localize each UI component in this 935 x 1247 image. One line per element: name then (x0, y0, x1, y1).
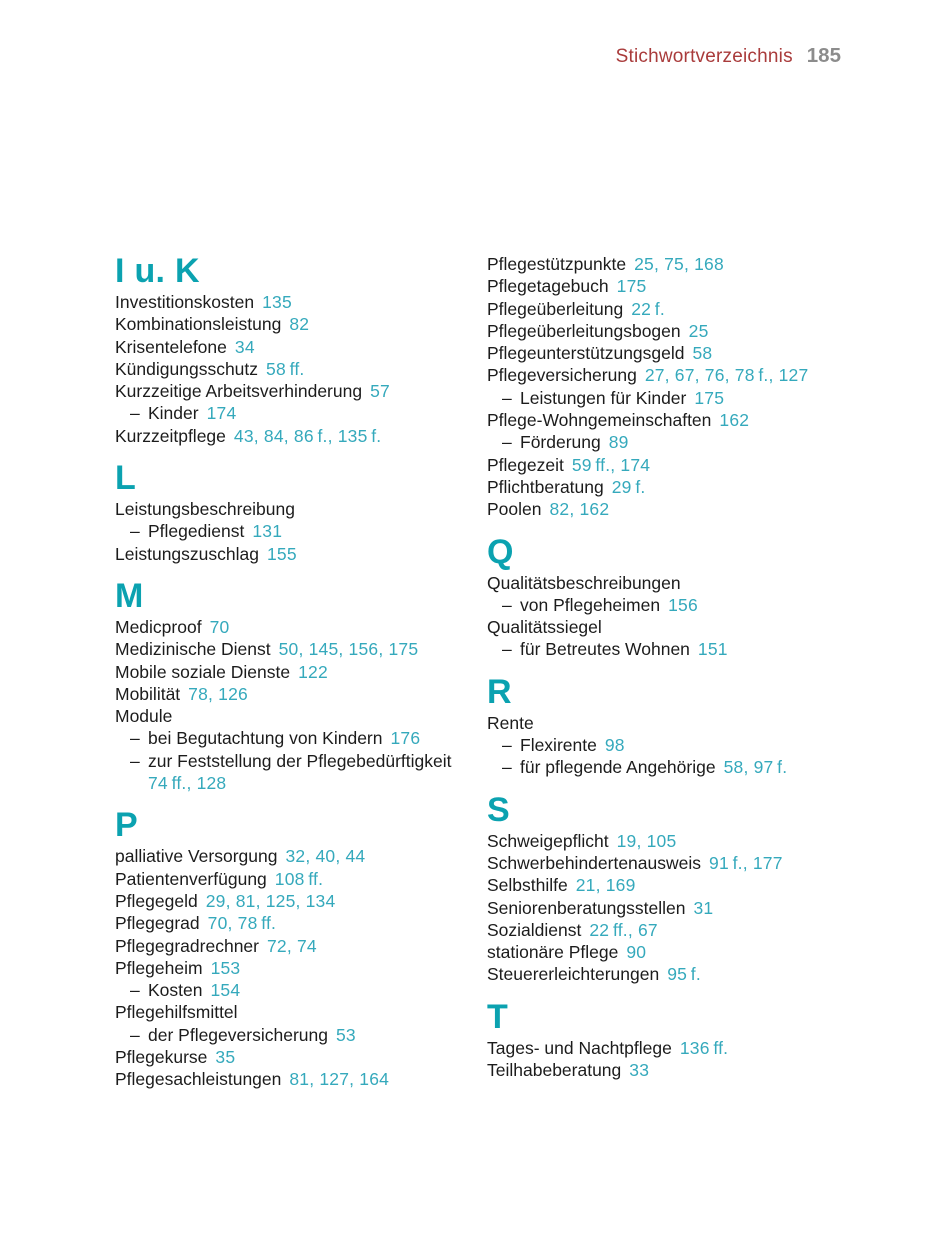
index-columns (115, 253, 877, 1091)
entry-page-numbers: 29, 81, 125, 134 (205, 890, 336, 911)
entry-page-numbers: 19, 105 (616, 830, 677, 851)
index-entry (115, 498, 487, 520)
index-entry (487, 852, 877, 874)
entry-term: Tages- und Nachtpflege (487, 1037, 672, 1058)
entry-term: Pflegedienst (148, 521, 245, 542)
index-entry (487, 830, 877, 852)
entry-term: Pflegeüberleitung (487, 298, 624, 319)
index-entry (115, 358, 487, 380)
page-number: 185 (806, 44, 841, 67)
entry-term: Schwerbehindertenausweis (487, 852, 702, 873)
entry-term: Investitionskosten (115, 292, 255, 312)
entry-page-numbers: 78, 126 (188, 683, 248, 704)
index-entry (115, 705, 487, 727)
index-entry (487, 253, 877, 275)
section-letter: I u. K (115, 252, 200, 290)
index-subentry (487, 756, 877, 778)
entry-term: von Pflegeheimen (520, 594, 661, 615)
entry-page-numbers: 22 f. (631, 298, 665, 319)
index-entry (487, 454, 877, 476)
entry-page-numbers: 59 ff., 174 (571, 454, 651, 475)
index-entry (115, 616, 487, 638)
entry-term: Mobile soziale Dienste (115, 661, 291, 682)
entry-term: Seniorenberatungsstellen (487, 897, 686, 918)
entry-term: Pflegegeld (115, 890, 198, 911)
index-entry (487, 342, 877, 364)
entry-page-numbers: 58 (692, 343, 713, 364)
entry-term: Pflichtberatung (487, 476, 604, 497)
entry-page-numbers: 53 (335, 1024, 356, 1045)
index-entry (487, 941, 877, 963)
entry-page-numbers: 122 (298, 661, 328, 682)
index-entry (115, 957, 487, 979)
index-entry-continuation (115, 772, 487, 794)
entry-term: stationäre Pflege (487, 942, 619, 963)
index-entry (487, 320, 877, 342)
entry-page-numbers: 43, 84, 86 f., 135 f. (233, 425, 382, 446)
index-subentry (487, 638, 877, 660)
entry-term: Qualitätsbeschreibungen (487, 572, 681, 593)
entry-term: Kurzzeitige Arbeitsverhinderung (115, 381, 363, 402)
entry-page-numbers: 154 (210, 980, 241, 1001)
entry-page-numbers: 35 (215, 1047, 236, 1068)
sub-entry-dash: – (130, 750, 140, 771)
entry-term: Sozialdienst (487, 919, 582, 940)
entry-page-numbers: 31 (693, 897, 714, 918)
index-entry (487, 298, 877, 320)
index-subentry (487, 387, 877, 409)
entry-term: Patientenverfügung (115, 868, 267, 889)
page-header (616, 44, 841, 68)
index-entry (115, 845, 487, 867)
entry-page-numbers: 108 ff. (274, 868, 324, 889)
index-entry (115, 890, 487, 912)
entry-page-numbers: 57 (370, 381, 390, 402)
index-subentry (115, 727, 487, 749)
index-entry (487, 275, 877, 297)
index-column-right (487, 253, 877, 1091)
entry-term: Pflegesachleistungen (115, 1069, 282, 1090)
entry-term: Kurzzeitpflege (115, 425, 226, 446)
entry-term: Pflegegradrechner (115, 935, 259, 956)
index-entry (487, 919, 877, 941)
entry-page-numbers: 50, 145, 156, 175 (278, 639, 419, 660)
entry-term: Poolen (487, 499, 542, 520)
entry-page-numbers: 175 (616, 276, 647, 297)
entry-page-numbers: 34 (234, 336, 255, 357)
sub-entry-dash: – (130, 403, 140, 424)
entry-page-numbers: 91 f., 177 (709, 852, 783, 873)
entry-term: palliative Versorgung (115, 846, 278, 867)
entry-term: Kombinationsleistung (115, 314, 282, 335)
entry-term: Module (115, 706, 173, 727)
entry-page-numbers: 58 ff. (266, 358, 305, 379)
entry-page-numbers: 162 (719, 410, 750, 431)
sub-entry-dash: – (130, 1024, 140, 1045)
index-entry (115, 336, 487, 358)
entry-term: Pflegezeit (487, 454, 564, 475)
entry-term: bei Begutachtung von Kindern (148, 728, 383, 749)
sub-entry-dash: – (502, 639, 512, 660)
entry-page-numbers: 25, 75, 168 (634, 254, 724, 274)
index-subentry (115, 750, 487, 772)
index-entry (487, 572, 877, 594)
index-entry (487, 616, 877, 638)
index-entry (487, 476, 877, 498)
index-entry (115, 661, 487, 683)
entry-page-numbers: 174 (206, 403, 237, 424)
entry-term: Pflege-Wohngemeinschaften (487, 410, 712, 431)
entry-term: Leistungen für Kinder (520, 387, 687, 408)
sub-entry-dash: – (130, 728, 140, 749)
entry-term: Steuererleichterungen (487, 964, 660, 985)
entry-page-numbers: 176 (390, 728, 421, 749)
entry-term: Qualitätssiegel (487, 617, 602, 638)
entry-page-numbers: 95 f. (667, 964, 701, 985)
entry-page-numbers: 25 (688, 320, 709, 341)
entry-page-numbers: 156 (668, 594, 698, 615)
index-subentry (487, 431, 877, 453)
sub-entry-dash: – (130, 980, 140, 1001)
index-entry (115, 425, 487, 447)
entry-page-numbers: 82 (289, 314, 310, 335)
index-entry (487, 874, 877, 896)
index-entry (115, 638, 487, 660)
entry-page-numbers: 58, 97 f. (723, 757, 788, 778)
entry-page-numbers: 29 f. (611, 476, 646, 497)
index-entry (487, 1037, 877, 1059)
entry-page-numbers: 74 ff., 128 (148, 773, 227, 794)
entry-page-numbers: 89 (608, 432, 629, 453)
entry-term: Kündigungsschutz (115, 358, 259, 379)
running-title: Stichwortverzeichnis (615, 46, 793, 67)
section-letter: Q (487, 532, 514, 571)
index-entry (115, 1068, 487, 1090)
index-entry (487, 963, 877, 985)
entry-term: Pflegeversicherung (487, 365, 637, 386)
entry-page-numbers: 98 (604, 735, 625, 756)
section-letter: M (115, 576, 144, 615)
index-entry (487, 712, 877, 734)
index-entry (115, 1001, 487, 1023)
entry-page-numbers: 81, 127, 164 (289, 1069, 390, 1090)
index-entry (115, 1046, 487, 1068)
entry-term: Mobilität (115, 683, 181, 704)
entry-page-numbers: 136 ff. (679, 1037, 729, 1058)
section-letter: T (487, 997, 509, 1036)
index-subentry (115, 979, 487, 1001)
section-letter: L (115, 459, 137, 498)
entry-term: Pflegeunterstützungsgeld (487, 343, 685, 364)
index-entry (487, 897, 877, 919)
index-subentry (115, 520, 487, 542)
index-entry (115, 912, 487, 934)
entry-term: Kinder (148, 403, 199, 424)
entry-term: Pflegeheim (115, 957, 203, 978)
entry-page-numbers: 33 (629, 1060, 650, 1081)
entry-page-numbers: 27, 67, 76, 78 f., 127 (644, 365, 809, 386)
entry-term: zur Feststellung der Pflegebedürftigkeit (148, 750, 452, 771)
entry-term: Krisentelefone (115, 336, 227, 357)
entry-page-numbers: 22 ff., 67 (589, 919, 658, 940)
index-entry (487, 364, 877, 386)
section-letter: R (487, 672, 512, 711)
index-entry (487, 1059, 877, 1081)
entry-term: Flexirente (520, 735, 597, 756)
entry-page-numbers: 72, 74 (266, 935, 317, 956)
entry-page-numbers: 82, 162 (549, 499, 610, 520)
entry-page-numbers: 151 (697, 639, 728, 660)
index-entry (487, 498, 877, 520)
entry-term: Medicproof (115, 616, 202, 637)
sub-entry-dash: – (502, 735, 512, 756)
entry-page-numbers: 21, 169 (575, 875, 636, 896)
entry-term: der Pflegeversicherung (148, 1024, 328, 1045)
index-subentry (115, 1024, 487, 1046)
index-entry (115, 868, 487, 890)
entry-term: Schweigepflicht (487, 830, 609, 851)
entry-term: Pflegegrad (115, 913, 200, 934)
entry-term: Selbsthilfe (487, 875, 568, 896)
entry-page-numbers: 70, 78 ff. (207, 913, 277, 934)
entry-term: Pflegehilfsmittel (115, 1002, 238, 1023)
entry-page-numbers: 175 (694, 387, 725, 408)
entry-page-numbers: 135 (262, 292, 292, 312)
entry-page-numbers: 155 (266, 543, 297, 564)
entry-page-numbers: 90 (626, 942, 647, 963)
sub-entry-dash: – (502, 594, 512, 615)
entry-term: Pflegekurse (115, 1047, 208, 1068)
entry-page-numbers: 70 (209, 616, 230, 637)
entry-term: Pflegeüberleitungsbogen (487, 320, 681, 341)
entry-term: Rente (487, 712, 534, 733)
sub-entry-dash: – (502, 757, 512, 778)
entry-term: Leistungsbeschreibung (115, 499, 295, 520)
section-letter: P (115, 806, 138, 845)
index-subentry (487, 594, 877, 616)
index-entry (487, 409, 877, 431)
entry-page-numbers: 131 (252, 521, 283, 542)
index-subentry (115, 402, 487, 424)
index-entry (115, 543, 487, 565)
entry-term: Kosten (148, 980, 203, 1001)
index-subentry (487, 734, 877, 756)
entry-page-numbers: 153 (210, 957, 241, 978)
index-entry (115, 380, 487, 402)
index-entry (115, 683, 487, 705)
sub-entry-dash: – (502, 432, 512, 453)
entry-term: Pflegestützpunkte (487, 254, 627, 274)
entry-term: Förderung (520, 432, 601, 453)
entry-term: Medizinische Dienst (115, 639, 271, 660)
entry-term: Pflegetagebuch (487, 276, 609, 297)
entry-term: für pflegende Angehörige (520, 757, 716, 778)
entry-page-numbers: 32, 40, 44 (285, 846, 366, 867)
entry-term: für Betreutes Wohnen (520, 639, 690, 660)
index-entry (115, 291, 487, 313)
entry-term: Leistungszuschlag (115, 543, 259, 564)
section-letter: S (487, 790, 510, 829)
index-entry (115, 313, 487, 335)
entry-term: Teilhabeberatung (487, 1060, 622, 1081)
index-column-left (115, 253, 487, 1091)
index-entry (115, 935, 487, 957)
sub-entry-dash: – (130, 521, 140, 542)
sub-entry-dash: – (502, 387, 512, 408)
